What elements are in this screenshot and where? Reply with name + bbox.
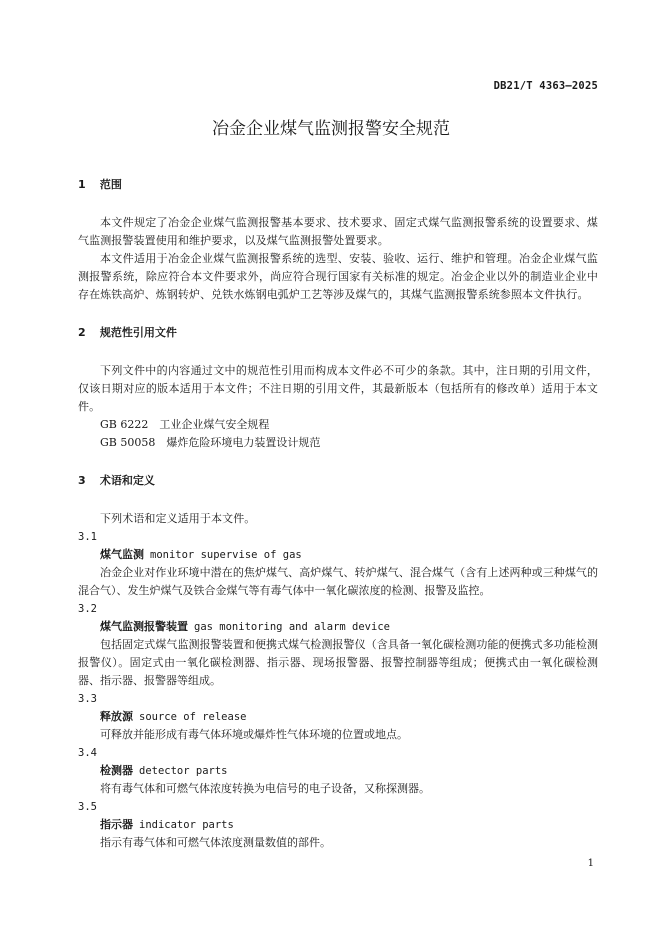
term-definition: 包括固定式煤气监测报警装置和便携式煤气检测报警仪（含具备一氧化碳检测功能的便携式多功能检测报警仪）。固定式由一氧化碳检测器、指示器、现场报警器、报警控制器等组成；便携式由一氧化碳检测器、指示器、报警器等组成。 [78, 638, 598, 687]
term-number: 3.2 [78, 603, 97, 615]
section-number: 2 [78, 326, 86, 339]
term-number: 3.3 [78, 693, 97, 705]
paragraph: 下列术语和定义适用于本文件。 [100, 512, 256, 525]
term-name-zh: 煤气监测报警装置 [100, 620, 188, 633]
reference-item: GB 6222 工业企业煤气安全规程 [100, 418, 270, 431]
term-name [78, 546, 598, 564]
term-name-zh: 煤气监测 [100, 548, 144, 561]
term-name [78, 618, 598, 636]
term-name-en: monitor supervise of gas [150, 549, 302, 561]
standard-code: DB21/T 4363—2025 [493, 80, 598, 92]
page-number: 1 [587, 858, 594, 869]
term-definition: 冶金企业对作业环境中潜在的焦炉煤气、高炉煤气、转炉煤气、混合煤气（含有上述两种或三种煤气的混合气）、发生炉煤气及铁合金煤气等有毒气体中一氧化碳浓度的检测、报警及监控。 [78, 566, 598, 597]
term-name [78, 816, 598, 834]
term-definition: 将有毒气体和可燃气体浓度转换为电信号的电子设备，又称探测器。 [100, 782, 430, 795]
term-name-en: source of release [139, 711, 247, 723]
term-name [78, 708, 598, 726]
term-name-zh: 释放源 [100, 710, 133, 723]
reference-item: GB 50058 爆炸危险环境电力装置设计规范 [100, 436, 321, 449]
term-number: 3.1 [78, 531, 97, 543]
paragraph: 下列文件中的内容通过文中的规范性引用而构成本文件必不可少的条款。其中，注日期的引用文件，仅该日期对应的版本适用于本文件；不注日期的引用文件，其最新版本（包括所有的修改单）适用于本文件。 [78, 364, 598, 413]
term-name-zh: 检测器 [100, 764, 133, 777]
section-title: 术语和定义 [99, 474, 155, 487]
term-name-en: detector parts [139, 765, 228, 777]
paragraph: 本文件适用于冶金企业煤气监测报警系统的选型、安装、验收、运行、维护和管理。冶金企业煤气监测报警系统，除应符合本文件要求外，尚应符合现行国家有关标准的规定。冶金企业以外的制造业企业中存在炼铁高炉、炼钢转炉、兑铁水炼钢电弧炉工艺等涉及煤气的，其煤气监测报警系统参照本文件执行。 [78, 252, 598, 301]
term-definition: 可释放并能形成有毒气体环境或爆炸性气体环境的位置或地点。 [100, 728, 408, 741]
term-number: 3.5 [78, 801, 97, 813]
section-heading [78, 324, 598, 342]
term-name-en: gas monitoring and alarm device [194, 621, 390, 633]
section-number: 3 [78, 474, 86, 487]
paragraph: 本文件规定了冶金企业煤气监测报警基本要求、技术要求、固定式煤气监测报警系统的设置要求、煤气监测报警装置使用和维护要求，以及煤气监测报警处置要求。 [78, 216, 598, 247]
term-name-en: indicator parts [139, 819, 234, 831]
section-number: 1 [78, 178, 86, 191]
term-definition: 指示有毒气体和可燃气体浓度测量数值的部件。 [100, 836, 331, 849]
section-heading [78, 472, 598, 490]
section-heading [78, 176, 598, 194]
term-name [78, 762, 598, 780]
term-name-zh: 指示器 [100, 818, 133, 831]
section-title: 范围 [99, 178, 122, 191]
document-body [78, 176, 598, 852]
section-title: 规范性引用文件 [99, 326, 177, 339]
term-number: 3.4 [78, 747, 97, 759]
document-title: 冶金企业煤气监测报警安全规范 [212, 119, 450, 139]
